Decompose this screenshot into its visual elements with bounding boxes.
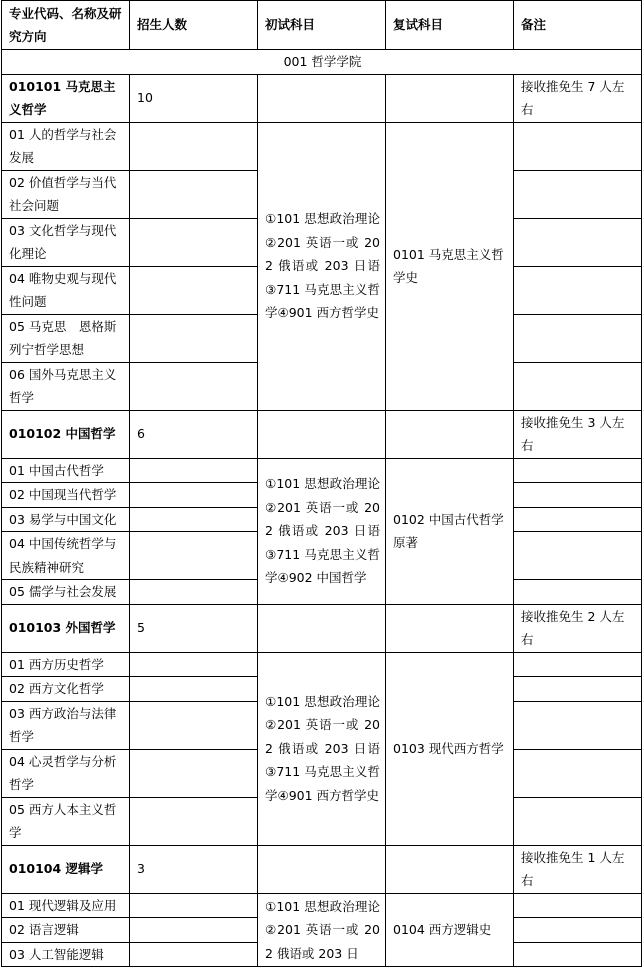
direction-note	[514, 218, 642, 266]
direction-enroll	[130, 266, 258, 314]
direction-note	[514, 701, 642, 749]
direction-note	[514, 362, 642, 410]
direction-enroll	[130, 652, 258, 677]
initial-exam-empty	[258, 74, 386, 122]
direction-enroll	[130, 749, 258, 797]
direction-note	[514, 652, 642, 677]
direction-row	[2, 893, 642, 918]
direction-enroll	[130, 483, 258, 508]
direction-note	[514, 942, 642, 967]
department-name: 001 哲学学院	[2, 50, 642, 75]
direction-enroll	[130, 918, 258, 943]
retest-empty	[386, 604, 514, 652]
direction-note	[514, 170, 642, 218]
direction-note	[514, 507, 642, 532]
retest-subject: 0103 现代西方哲学	[386, 652, 514, 845]
direction-note	[514, 797, 642, 845]
direction-row	[2, 122, 642, 170]
header-retest: 复试科目	[386, 1, 514, 50]
direction: 02 中国现当代哲学	[2, 483, 130, 508]
initial-exam-empty	[258, 845, 386, 893]
direction-enroll	[130, 701, 258, 749]
direction: 04 心灵哲学与分析哲学	[2, 749, 130, 797]
direction: 03 文化哲学与现代化理论	[2, 218, 130, 266]
retest-empty	[386, 410, 514, 458]
direction-enroll	[130, 314, 258, 362]
enroll-count: 3	[130, 845, 258, 893]
direction: 01 现代逻辑及应用	[2, 893, 130, 918]
direction-note	[514, 918, 642, 943]
note: 接收推免生 3 人左右	[514, 410, 642, 458]
initial-exam: ①101 思想政治理论②201 英语一或 202 俄语或 203 日语③711 马克思主义哲学④901 西方哲学史	[258, 652, 386, 845]
direction: 02 西方文化哲学	[2, 677, 130, 702]
direction: 03 西方政治与法律哲学	[2, 701, 130, 749]
direction-note	[514, 122, 642, 170]
direction-enroll	[130, 677, 258, 702]
retest-empty	[386, 845, 514, 893]
direction-enroll	[130, 170, 258, 218]
direction: 01 人的哲学与社会发展	[2, 122, 130, 170]
major-row	[2, 604, 642, 652]
direction-enroll	[130, 122, 258, 170]
retest-empty	[386, 74, 514, 122]
direction: 03 人工智能逻辑	[2, 942, 130, 967]
retest-subject: 0104 西方逻辑史	[386, 893, 514, 967]
retest-subject: 0101 马克思主义哲学史	[386, 122, 514, 410]
direction-enroll	[130, 507, 258, 532]
direction: 05 儒学与社会发展	[2, 580, 130, 605]
enroll-count: 6	[130, 410, 258, 458]
direction-note	[514, 893, 642, 918]
major-row	[2, 74, 642, 122]
enroll-count: 5	[130, 604, 258, 652]
direction-note	[514, 483, 642, 508]
direction: 02 价值哲学与当代社会问题	[2, 170, 130, 218]
initial-exam: ①101 思想政治理论②201 英语一或 202 俄语或 203 日语③711 马克思主义哲学④901 西方哲学史	[258, 122, 386, 410]
direction: 05 西方人本主义哲学	[2, 797, 130, 845]
direction: 04 唯物史观与现代性问题	[2, 266, 130, 314]
header-notes: 备注	[514, 1, 642, 50]
major-name: 010103 外国哲学	[2, 604, 130, 652]
direction: 01 中国古代哲学	[2, 458, 130, 483]
admissions-table	[1, 0, 642, 967]
direction-enroll	[130, 458, 258, 483]
note: 接收推免生 1 人左右	[514, 845, 642, 893]
direction-enroll	[130, 532, 258, 580]
direction-enroll	[130, 580, 258, 605]
note: 接收推免生 7 人左右	[514, 74, 642, 122]
major-name: 010102 中国哲学	[2, 410, 130, 458]
major-name: 010104 逻辑学	[2, 845, 130, 893]
direction: 01 西方历史哲学	[2, 652, 130, 677]
direction-enroll	[130, 893, 258, 918]
direction: 06 国外马克思主义哲学	[2, 362, 130, 410]
direction-note	[514, 266, 642, 314]
direction-enroll	[130, 362, 258, 410]
direction: 02 语言逻辑	[2, 918, 130, 943]
retest-subject: 0102 中国古代哲学原著	[386, 458, 514, 604]
direction-note	[514, 677, 642, 702]
header-enroll: 招生人数	[130, 1, 258, 50]
direction-enroll	[130, 942, 258, 967]
direction-enroll	[130, 218, 258, 266]
initial-exam: ①101 思想政治理论②201 英语一或 202 俄语或 203 日语③711 马克思主义哲学④902 中国哲学	[258, 458, 386, 604]
direction-note	[514, 458, 642, 483]
initial-exam-empty	[258, 604, 386, 652]
major-name: 010101 马克思主义哲学	[2, 74, 130, 122]
major-row	[2, 410, 642, 458]
header-initial-exam: 初试科目	[258, 1, 386, 50]
direction: 05 马克思 恩格斯列宁哲学思想	[2, 314, 130, 362]
enroll-count: 10	[130, 74, 258, 122]
department-row	[2, 50, 642, 75]
initial-exam-empty	[258, 410, 386, 458]
direction-note	[514, 749, 642, 797]
direction: 03 易学与中国文化	[2, 507, 130, 532]
direction-note	[514, 580, 642, 605]
direction-note	[514, 532, 642, 580]
direction-row	[2, 458, 642, 483]
header-row	[2, 1, 642, 50]
direction-enroll	[130, 797, 258, 845]
direction: 04 中国传统哲学与民族精神研究	[2, 532, 130, 580]
major-row	[2, 845, 642, 893]
direction-row	[2, 652, 642, 677]
initial-exam: ①101 思想政治理论②201 英语一或 202 俄语或 203 日	[258, 893, 386, 967]
note: 接收推免生 2 人左右	[514, 604, 642, 652]
header-major: 专业代码、名称及研究方向	[2, 1, 130, 50]
direction-note	[514, 314, 642, 362]
